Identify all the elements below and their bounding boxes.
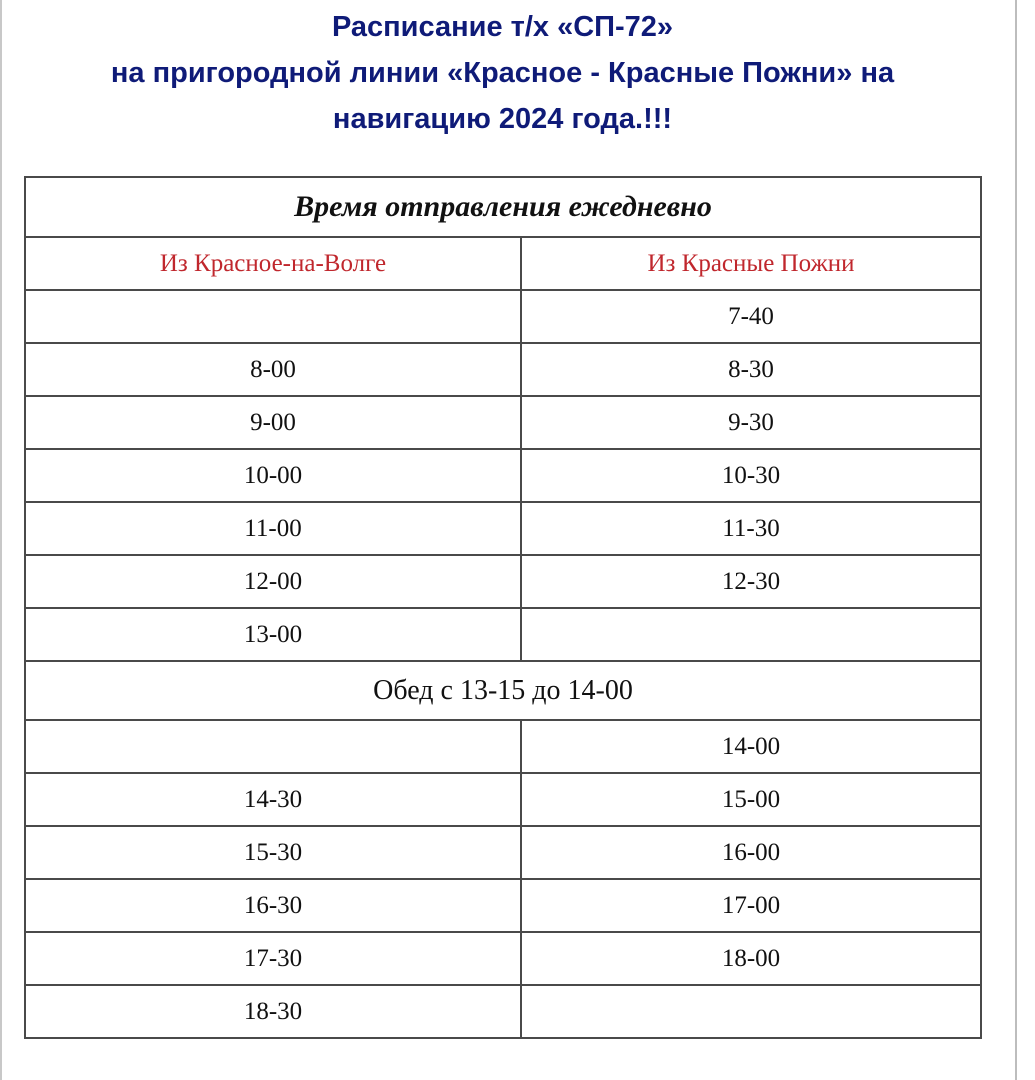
table-header-row — [25, 177, 981, 237]
table-row — [25, 985, 981, 1038]
table-row — [25, 773, 981, 826]
departure-right — [521, 985, 981, 1038]
table-row — [25, 608, 981, 661]
departure-left: 10-00 — [25, 449, 521, 502]
page-left-edge — [0, 0, 2, 1080]
title-line-1: Расписание т/х «СП-72» — [331, 11, 674, 43]
table-row — [25, 396, 981, 449]
departure-left: 16-30 — [25, 879, 521, 932]
departure-right: 18-00 — [521, 932, 981, 985]
title-line-2: на пригородной линии «Красное - Красные Пожни» на — [110, 57, 895, 89]
departure-right: 12-30 — [521, 555, 981, 608]
departure-left: 14-30 — [25, 773, 521, 826]
departure-right: 14-00 — [521, 720, 981, 773]
table-row — [25, 932, 981, 985]
departure-left: 11-00 — [25, 502, 521, 555]
departure-right: 15-00 — [521, 773, 981, 826]
departure-right: 17-00 — [521, 879, 981, 932]
page-right-edge — [1015, 0, 1017, 1080]
table-row — [25, 555, 981, 608]
departure-left: 8-00 — [25, 343, 521, 396]
table-row — [25, 502, 981, 555]
table-row — [25, 449, 981, 502]
title-line-3: навигацию 2024 года.!!! — [332, 103, 673, 135]
table-row — [25, 290, 981, 343]
departure-right: 10-30 — [521, 449, 981, 502]
departure-left: 12-00 — [25, 555, 521, 608]
departure-left: 13-00 — [25, 608, 521, 661]
departure-right — [521, 608, 981, 661]
table-row — [25, 720, 981, 773]
departure-left: 9-00 — [25, 396, 521, 449]
column-header-left: Из Красное-на-Волге — [25, 237, 521, 290]
table-row — [25, 826, 981, 879]
departure-right: 16-00 — [521, 826, 981, 879]
table-row — [25, 343, 981, 396]
departure-left: 15-30 — [25, 826, 521, 879]
page-title — [0, 4, 1005, 142]
departure-right: 9-30 — [521, 396, 981, 449]
lunch-break-text: Обед с 13-15 до 14-00 — [25, 661, 981, 720]
departure-left: 17-30 — [25, 932, 521, 985]
column-headers-row — [25, 237, 981, 290]
table-row — [25, 879, 981, 932]
departure-right: 11-30 — [521, 502, 981, 555]
departure-right: 8-30 — [521, 343, 981, 396]
departure-left — [25, 720, 521, 773]
departure-left: 18-30 — [25, 985, 521, 1038]
schedule-table — [24, 176, 982, 1039]
table-header: Время отправления ежедневно — [25, 177, 981, 237]
departure-left — [25, 290, 521, 343]
lunch-break-row — [25, 661, 981, 720]
departure-right: 7-40 — [521, 290, 981, 343]
column-header-right: Из Красные Пожни — [521, 237, 981, 290]
